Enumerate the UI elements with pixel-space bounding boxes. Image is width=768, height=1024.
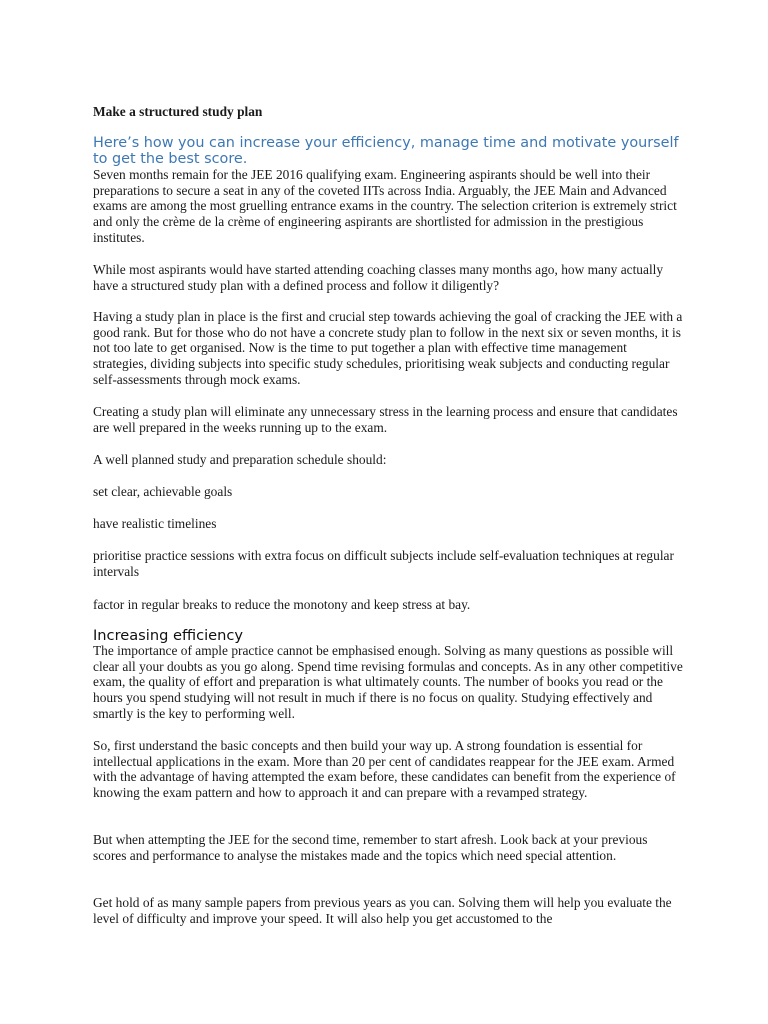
document-subtitle: Here’s how you can increase your efficiency, manage time and motivate yourself to get the best score. (93, 135, 679, 167)
intro-paragraph: Creating a study plan will eliminate any unnecessary stress in the learning process and ensure that candidates are well prepared in the weeks running up to the exam. (93, 404, 678, 435)
document-page (93, 0, 683, 1024)
intro-paragraph: Seven months remain for the JEE 2016 qualifying exam. Engineering aspirants should be well into their preparations to secure a seat in any of the coveted IITs across India. Arguably, the JEE Main and Advanced exams are among the most gruelling entrance exams in the country. The selection criterion is extremely strict and only the crème de la crème of engineering aspirants are shortlisted for admission in the prestigious institutes. (93, 167, 677, 245)
intro-paragraph: Having a study plan in place is the first and crucial step towards achieving the goal of cracking the JEE with a good rank. But for those who do not have a concrete study plan to follow in the next six or seven months, it is not too late to get organised. Now is the time to put together a plan with effective time management strategies, dividing subjects into specific study schedules, prioritising weak subjects and conducting regular self-assessments through mock exams. (93, 309, 683, 387)
schedule-item: have realistic timelines (93, 516, 217, 531)
efficiency-paragraph: Get hold of as many sample papers from previous years as you can. Solving them will help you evaluate the level of difficulty and improve your speed. It will also help you get accustomed to the (93, 895, 672, 926)
efficiency-paragraph: So, first understand the basic concepts and then build your way up. A strong foundation is essential for intellectual applications in the exam. More than 20 per cent of candidates reappear for the JEE exam. Armed with the advantage of having attempted the exam before, these candidates can benefit from the experience of knowing the exam pattern and how to approach it and can prepare with a revamped strategy. (93, 738, 676, 801)
document-title: Make a structured study plan (93, 104, 263, 119)
efficiency-paragraph: But when attempting the JEE for the second time, remember to start afresh. Look back at your previous scores and performance to analyse the mistakes made and the topics which need special attention. (93, 832, 648, 863)
section-heading: Increasing efficiency (93, 627, 244, 644)
schedule-item: factor in regular breaks to reduce the monotony and keep stress at bay. (93, 597, 471, 612)
schedule-item: prioritise practice sessions with extra focus on difficult subjects include self-evaluation techniques at regular intervals (93, 548, 674, 579)
intro-paragraph: A well planned study and preparation schedule should: (93, 452, 387, 467)
schedule-item: set clear, achievable goals (93, 484, 233, 499)
intro-paragraph: While most aspirants would have started attending coaching classes many months ago, how many actually have a structured study plan with a defined process and follow it diligently? (93, 262, 664, 293)
efficiency-paragraph: The importance of ample practice cannot be emphasised enough. Solving as many questions as possible will clear all your doubts as you go along. Spend time revising formulas and concepts. As in any other competitive exam, the quality of effort and preparation is what ultimately counts. The number of books you read or the hours you spend studying will not result in much if there is no focus on quality. Studying effectively and smartly is the key to performing well. (93, 643, 683, 721)
